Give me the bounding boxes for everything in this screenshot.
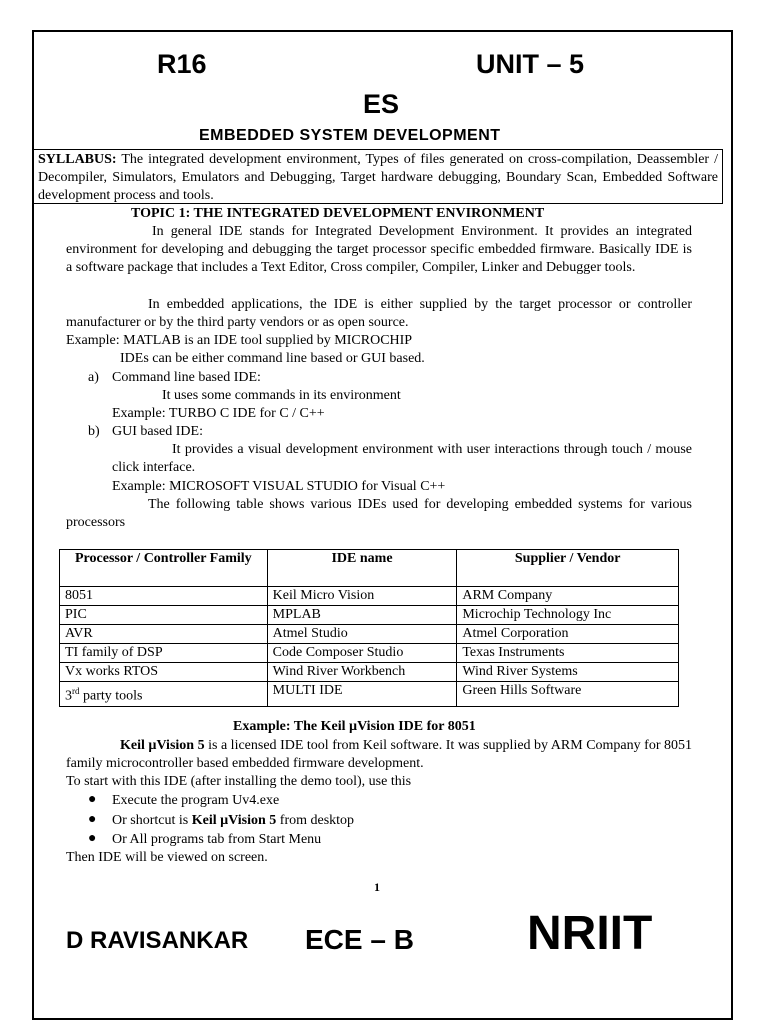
list-marker-b: b) (88, 424, 100, 439)
table-intro: The following table shows various IDEs used for developing embedded systems for various processors (66, 497, 692, 531)
topic1-example-1: Example: MATLAB is an IDE tool supplied by MICROCHIP (66, 333, 413, 348)
unit-label: UNIT – 5 (476, 49, 585, 79)
keil-paragraph-1 (66, 737, 692, 773)
keil-product-name: Keil µVision 5 (120, 738, 205, 753)
third-party-text: party tools (79, 688, 143, 704)
table-row (60, 663, 679, 682)
table-cell-processor (60, 682, 268, 707)
bullet-icon: ● (88, 792, 97, 807)
regulation-label: R16 (157, 49, 207, 79)
column-header-processor: Processor / Controller Family (60, 550, 268, 587)
table-cell-supplier: Wind River Systems (457, 663, 679, 682)
table-row (60, 625, 679, 644)
gui-ide-example: Example: MICROSOFT VISUAL STUDIO for Visual C++ (112, 479, 446, 494)
table-cell-processor: AVR (60, 625, 268, 644)
page-number: 1 (374, 880, 380, 894)
table-cell-supplier: Green Hills Software (457, 682, 679, 707)
table-cell-processor: 8051 (60, 587, 268, 606)
table-cell-supplier: Atmel Corporation (457, 625, 679, 644)
table-row (60, 682, 679, 707)
syllabus-text: The integrated development environment, Types of files generated on cross-compilation, Deassembler / Decompiler, Simulators, Emulators and Debugging, Target hardware debugging, Boundary Scan, Embedded Software development process and tools. (38, 152, 718, 203)
keil-heading: Example: The Keil µVision IDE for 8051 (233, 719, 476, 734)
table-header-row (60, 550, 679, 587)
keil-closing: Then IDE will be viewed on screen. (66, 850, 268, 865)
command-line-ide-title: Command line based IDE: (112, 370, 261, 385)
table-row (60, 587, 679, 606)
table-cell-supplier: Microchip Technology Inc (457, 606, 679, 625)
document-title: EMBEDDED SYSTEM DEVELOPMENT (199, 127, 501, 144)
author-name: D RAVISANKAR (66, 927, 249, 954)
topic1-paragraph-1: In general IDE stands for Integrated Development Environment. It provides an integrated environment for developing and debugging the target processor specific embedded firmware. Basically IDE is a software package that includes a Text Editor, Cross compiler, Compiler, Linker and Debugger tools. (66, 224, 692, 276)
bullet-item-2-prefix: Or shortcut is (112, 813, 192, 828)
keil-paragraph-2: To start with this IDE (after installing the demo tool), use this (66, 774, 412, 789)
ide-types-intro: IDEs can be either command line based or GUI based. (120, 351, 425, 366)
table-row (60, 606, 679, 625)
gui-ide-title: GUI based IDE: (112, 424, 203, 439)
syllabus-label: SYLLABUS: (38, 152, 117, 167)
command-line-ide-example: Example: TURBO C IDE for C / C++ (112, 406, 325, 421)
department-dash: – (362, 924, 394, 955)
topic1-paragraph-2: In embedded applications, the IDE is either supplied by the target processor or controller manufacturer or by the third party vendors or as open source. (66, 297, 692, 331)
table-cell-ide: MPLAB (267, 606, 457, 625)
table-cell-ide: Keil Micro Vision (267, 587, 457, 606)
bullet-item-2-suffix: from desktop (276, 813, 355, 828)
bullet-icon: ● (88, 812, 97, 827)
table-cell-processor: Vx works RTOS (60, 663, 268, 682)
list-marker-a: a) (88, 370, 99, 385)
third-party-number: 3 (65, 688, 72, 704)
column-header-supplier: Supplier / Vendor (457, 550, 679, 587)
table-cell-supplier: ARM Company (457, 587, 679, 606)
department-name: ECE (305, 924, 363, 955)
table-cell-ide: Wind River Workbench (267, 663, 457, 682)
department-section: B (393, 924, 414, 955)
bullet-item-1: Execute the program Uv4.exe (112, 793, 280, 808)
ide-table (59, 549, 679, 707)
table-cell-ide: Code Composer Studio (267, 644, 457, 663)
bullet-item-2-bold: Keil µVision 5 (191, 813, 277, 828)
table-cell-ide: MULTI IDE (267, 682, 457, 707)
third-party-ordinal: rd (72, 686, 80, 696)
subject-label: ES (363, 89, 400, 119)
department-label (305, 924, 414, 956)
keil-paragraph-1-text: is a licensed IDE tool from Keil software. It was supplied by ARM Company for 8051 family microcontroller based embedded firmware development. (66, 738, 692, 772)
bullet-icon: ● (88, 831, 97, 846)
table-cell-processor: PIC (60, 606, 268, 625)
bullet-item-2 (112, 812, 354, 830)
gui-ide-desc: It provides a visual development environment with user interactions through touch / mouse click interface. (112, 442, 692, 476)
table-cell-supplier: Texas Instruments (457, 644, 679, 663)
topic1-heading: TOPIC 1: THE INTEGRATED DEVELOPMENT ENVIRONMENT (131, 206, 545, 221)
bullet-item-3: Or All programs tab from Start Menu (112, 832, 322, 847)
table-row (60, 644, 679, 663)
table-cell-ide: Atmel Studio (267, 625, 457, 644)
table-cell-processor: TI family of DSP (60, 644, 268, 663)
institute-name: NRIIT (527, 907, 653, 960)
column-header-ide-name: IDE name (267, 550, 457, 587)
syllabus-box (33, 149, 723, 204)
command-line-ide-desc: It uses some commands in its environment (162, 388, 401, 403)
